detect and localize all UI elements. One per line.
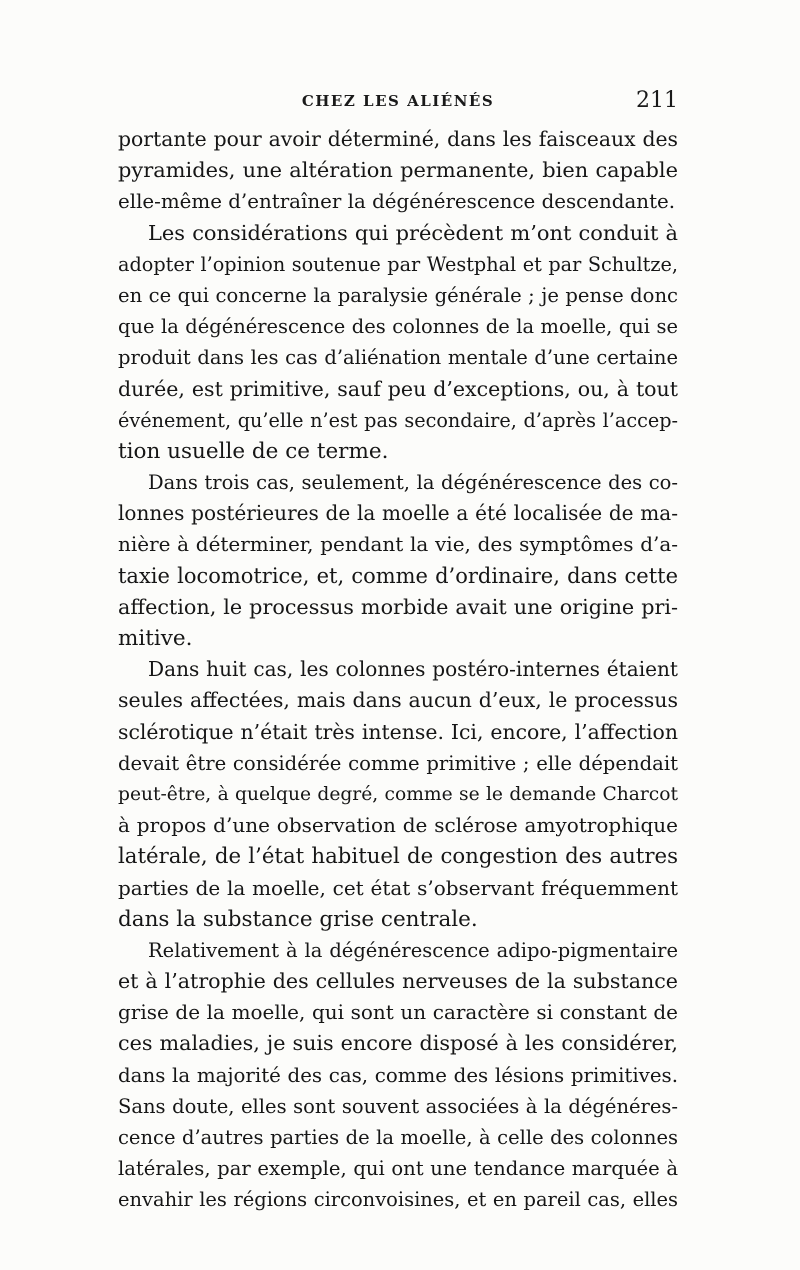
- text-line: grise de la moelle, qui sont un caractère si constant de: [118, 1000, 678, 1025]
- text-line: envahir les régions circonvoisines, et en pareil cas, elles: [118, 1188, 678, 1212]
- text-line: et à l’atrophie des cellules nerveuses de la substance: [118, 969, 678, 994]
- text-line: mitive.: [118, 626, 193, 651]
- text-line: lonnes postérieures de la moelle a été localisée de ma-: [118, 501, 678, 526]
- text-line: affection, le processus morbide avait une origine pri-: [118, 594, 678, 619]
- text-line: produit dans les cas d’aliénation mentale d’une certaine: [118, 346, 678, 370]
- text-line: portante pour avoir déterminé, dans les faisceaux des: [118, 127, 678, 151]
- text-line: nière à déterminer, pendant la vie, des symptômes d’a-: [118, 532, 678, 557]
- text-line: Dans huit cas, les colonnes postéro-internes étaient: [148, 657, 678, 682]
- text-line: dans la majorité des cas, comme des lésions primitives.: [118, 1063, 678, 1087]
- text-line: ces maladies, je suis encore disposé à les considérer,: [118, 1031, 678, 1056]
- running-head: [118, 88, 678, 118]
- text-line: Les considérations qui précèdent m’ont conduit à: [148, 220, 678, 245]
- text-line: adopter l’opinion soutenue par Westphal et par Schultze,: [118, 252, 678, 276]
- text-line: tion usuelle de ce terme.: [118, 438, 389, 464]
- text-line: Relativement à la dégénérescence adipo-pigmentaire: [148, 938, 678, 962]
- text-line: que la dégénérescence des colonnes de la moelle, qui se: [118, 315, 678, 339]
- text-line: Dans trois cas, seulement, la dégénérescence des co-: [148, 471, 678, 495]
- text-line: événement, qu’elle n’est pas secondaire, d’après l’accep-: [118, 408, 678, 432]
- text-line: taxie locomotrice, et, comme d’ordinaire, dans cette: [118, 563, 678, 588]
- page-number: 211: [636, 88, 678, 113]
- text-line: durée, est primitive, sauf peu d’exceptions, ou, à tout: [118, 376, 678, 401]
- text-line: en ce qui concerne la paralysie générale ; je pense donc: [118, 283, 678, 307]
- text-line: seules affectées, mais dans aucun d’eux, le processus: [118, 688, 678, 713]
- text-line: elle-même d’entraîner la dégénérescence descendante.: [118, 190, 676, 214]
- text-line: dans la substance grise centrale.: [118, 906, 478, 932]
- text-line: sclérotique n’était très intense. Ici, encore, l’affection: [118, 719, 678, 744]
- body-text: [118, 124, 678, 1216]
- text-line: Sans doute, elles sont souvent associées à la dégénéres-: [118, 1094, 678, 1118]
- text-line: à propos d’une observation de sclérose amyotrophique: [118, 813, 678, 838]
- text-line: pyramides, une altération permanente, bien capable: [118, 158, 678, 183]
- text-line: latérale, de l’état habituel de congestion des autres: [118, 844, 678, 870]
- text-line: latérales, par exemple, qui ont une tendance marquée à: [118, 1157, 678, 1181]
- text-line: parties de la moelle, cet état s’observant fréquemment: [118, 875, 678, 900]
- running-title: CHEZ LES ALIÉNÉS: [301, 92, 495, 110]
- text-line: cence d’autres parties de la moelle, à celle des colonnes: [118, 1126, 678, 1149]
- text-line: peut-être, à quelque degré, comme se le demande Charcot: [118, 783, 678, 805]
- text-line: devait être considérée comme primitive ; elle dépendait: [118, 751, 678, 775]
